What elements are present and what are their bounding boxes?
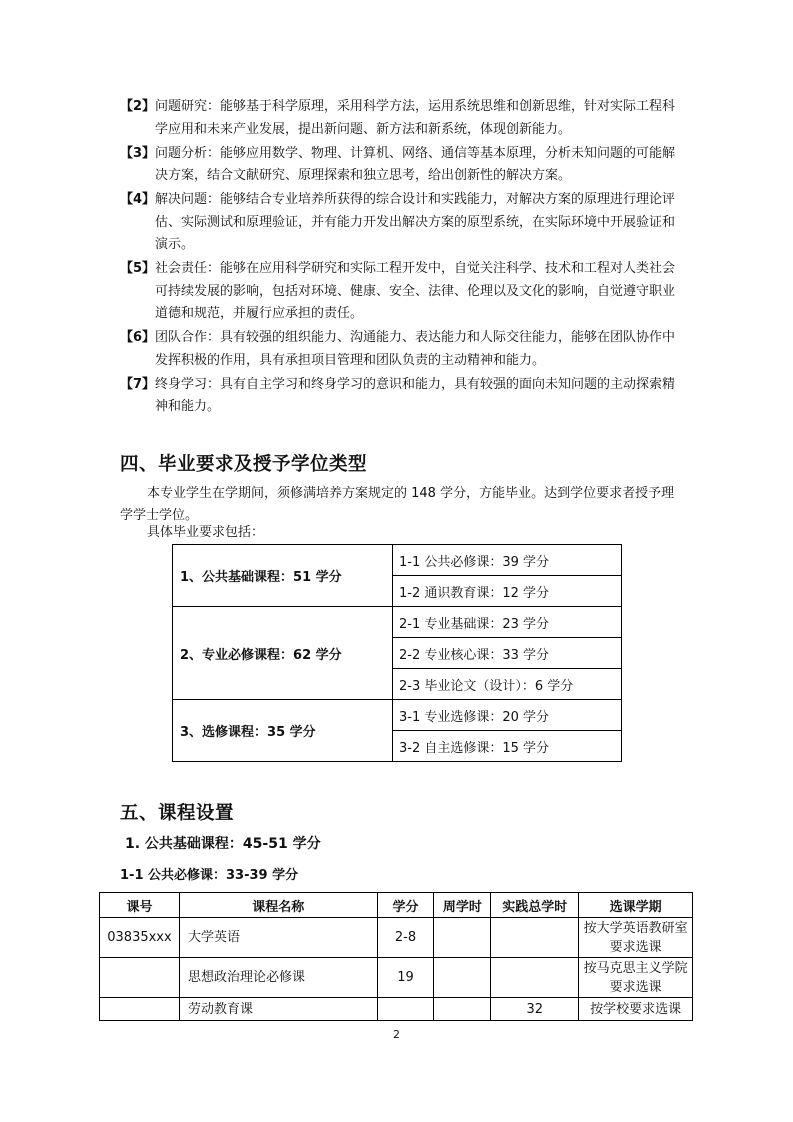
item-number: 【3】 <box>120 145 156 161</box>
table-header-row <box>100 893 693 918</box>
list-item <box>120 96 680 141</box>
practice-hours <box>491 918 579 958</box>
subsection-heading: 1. 公共基础课程：45-51 学分 <box>125 836 321 852</box>
course-code <box>100 998 180 1021</box>
column-header: 选课学期 <box>579 893 693 918</box>
item-number: 【6】 <box>120 330 156 345</box>
course-name: 大学英语 <box>179 918 377 958</box>
course-name: 劳动教育课 <box>179 998 377 1021</box>
group-label: 3、选修课程：35 学分 <box>173 700 393 762</box>
item-number: 【4】 <box>120 192 156 207</box>
course-credits: 2-8 <box>377 918 434 958</box>
table-row <box>100 958 693 998</box>
item-text: 团队合作：具有较强的组织能力、沟通能力、表达能力和人际交往能力，能够在团队协作中发挥积极的作用，具有承担项目管理和团队负责的主动精神和能力。 <box>155 330 676 368</box>
item-text: 社会责任：能够在应用科学研究和实际工程开发中，自觉关注科学、技术和工程对人类社会可持续发展的影响，包括对环境、健康、安全、法律、伦理以及文化的影响，自觉遵守职业道德和规范，并履行应承担的责任。 <box>155 261 676 321</box>
list-item <box>120 374 680 419</box>
course-code <box>100 958 180 998</box>
item-text: 问题分析：能够应用数学、物理、计算机、网络、通信等基本原理，分析未知问题的可能解决方案，结合文献研究、原理探索和独立思考，给出创新性的解决方案。 <box>155 145 676 183</box>
ability-list <box>120 96 680 420</box>
section4-paragraph: 本专业学生在学期间，须修满培养方案规定的 148 学分，方能毕业。达到学位要求者授予理学学士学位。 <box>120 486 675 523</box>
item-number: 【2】 <box>120 99 156 114</box>
item-number: 【5】 <box>120 261 156 276</box>
list-item <box>120 189 680 257</box>
table-row <box>100 998 693 1021</box>
course-code: 03835xxx <box>100 918 180 958</box>
item-text: 问题研究：能够基于科学原理，采用科学方法，运用系统思维和创新思维，针对实际工程科学应用和未来产业发展，提出新问题、新方法和新系统，体现创新能力。 <box>155 99 676 137</box>
subsubsection-heading: 1-1 公共必修课：33-39 学分 <box>120 868 299 883</box>
column-header: 课号 <box>100 893 180 918</box>
column-header: 周学时 <box>434 893 491 918</box>
enrollment-term: 按学校要求选课 <box>579 998 693 1021</box>
sub-requirement: 3-1 专业选修课：20 学分 <box>393 700 622 731</box>
sub-requirement: 3-2 自主选修课：15 学分 <box>393 731 622 762</box>
weekly-hours <box>434 998 491 1021</box>
sub-requirement: 1-2 通识教育课：12 学分 <box>393 576 622 607</box>
column-header: 课程名称 <box>179 893 377 918</box>
course-credits: 19 <box>377 958 434 998</box>
sub-requirement: 2-1 专业基础课：23 学分 <box>393 607 622 638</box>
item-text: 终身学习：具有自主学习和终身学习的意识和能力，具有较强的面向未知问题的主动探索精神和能力。 <box>155 376 676 414</box>
sub-requirement: 2-3 毕业论文（设计）：6 学分 <box>393 669 622 700</box>
table-row <box>173 700 622 731</box>
list-item <box>120 258 680 326</box>
column-header: 实践总学时 <box>491 893 579 918</box>
practice-hours: 32 <box>491 998 579 1021</box>
list-item <box>120 143 680 188</box>
group-label: 2、专业必修课程：62 学分 <box>173 607 393 700</box>
item-text: 解决问题：能够结合专业培养所获得的综合设计和实践能力，对解决方案的原理进行理论评估、实际测试和原理验证，并有能力开发出解决方案的原型系统，在实际环境中开展验证和演示。 <box>155 192 676 252</box>
group-label: 1、公共基础课程：51 学分 <box>173 545 393 607</box>
weekly-hours <box>434 918 491 958</box>
weekly-hours <box>434 958 491 998</box>
column-header: 学分 <box>377 893 434 918</box>
table-row <box>173 545 622 576</box>
section4-intro: 具体毕业要求包括： <box>147 525 265 540</box>
sub-requirement: 1-1 公共必修课：39 学分 <box>393 545 622 576</box>
table-row <box>173 607 622 638</box>
sub-requirement: 2-2 专业核心课：33 学分 <box>393 638 622 669</box>
course-table <box>99 892 693 1021</box>
section4-heading: 四、毕业要求及授予学位类型 <box>120 454 368 475</box>
enrollment-term: 按大学英语教研室要求选课 <box>579 918 693 958</box>
page-number: 2 <box>393 1028 400 1041</box>
item-number: 【7】 <box>120 376 156 392</box>
course-name: 思想政治理论必修课 <box>179 958 377 998</box>
course-credits <box>377 998 434 1021</box>
section5-heading: 五、课程设置 <box>120 803 235 824</box>
list-item <box>120 327 680 372</box>
enrollment-term: 按马克思主义学院要求选课 <box>579 958 693 998</box>
graduation-requirements-table <box>172 544 622 762</box>
table-row <box>100 918 693 958</box>
practice-hours <box>491 958 579 998</box>
